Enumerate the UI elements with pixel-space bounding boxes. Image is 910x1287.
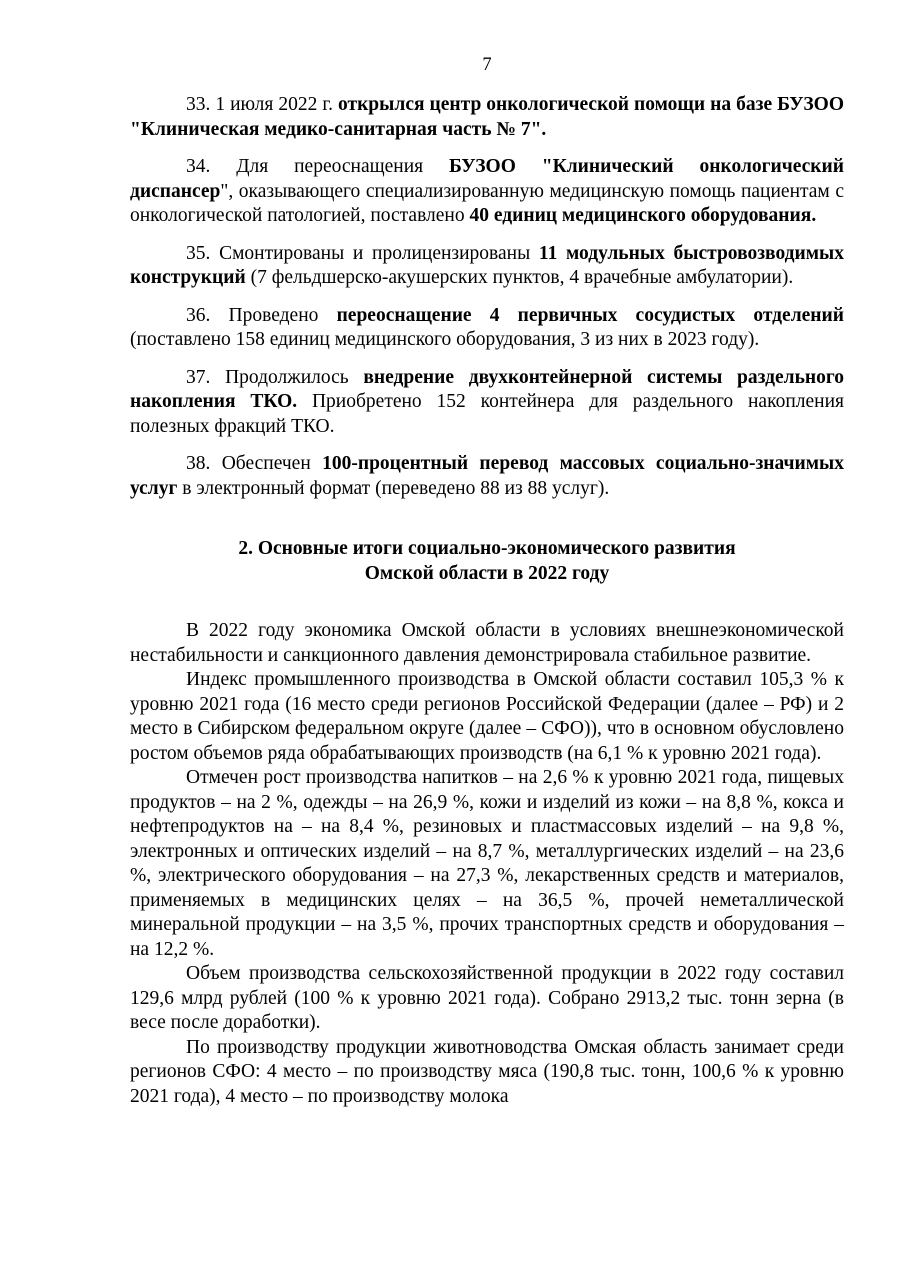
item-36-text-1: 36. Проведено — [186, 304, 337, 326]
section-heading-line-2: Омской области в 2022 году — [364, 562, 610, 584]
paragraph-livestock: По производству продукции животноводства Омская область занимает среди регионов СФО: 4 место – по производству мяса (190,8 тыс. тонн, 100,6 % к уровню 2021 года), 4 место – по производству молока — [130, 1036, 844, 1107]
list-item-33 — [130, 93, 844, 142]
item-34-bold-1: БУЗОО "Клинический онкологический диспансер — [130, 156, 844, 202]
item-37-bold: внедрение двухконтейнерной системы раздельного накопления ТКО. — [130, 366, 844, 412]
paragraph-production-growth: Отмечен рост производства напитков – на 2,6 % к уровню 2021 года, пищевых продуктов – на 2 %, одежды – на 26,9 %, кожи и изделий из кожи – на 8,8 %, кокса и нефтепродуктов на – на 8,4 %, резиновых и пластмассовых изделий – на 9,8 %, электронных и оптических изделий – на 8,7 %, металлургических изделий – на 23,6 %, электрического оборудования – на 27,3 %, лекарственных средств и материалов, применяемых в медицинских целях – на 36,5 %, прочей неметаллической минеральной продукции – на 3,5 %, прочих транспортных средств и оборудования – на 12,2 %. — [130, 767, 844, 960]
item-38-bold: 100-процентный перевод массовых социально-значимых услуг — [130, 453, 844, 499]
item-34-text-2: ", оказывающего специализированную медицинскую помощь пациентам с онкологической патологией, поставлено — [130, 180, 844, 226]
section-heading — [130, 537, 844, 586]
document-content — [130, 93, 844, 1109]
item-33-bold: открылся центр онкологической помощи на базе БУЗОО "Клиническая медико-санитарная часть № 7". — [130, 94, 844, 140]
list-item-35 — [130, 242, 844, 291]
paragraph-agriculture: Объем производства сельскохозяйственной продукции в 2022 году составил 129,6 млрд рублей (100 % к уровню 2021 года). Собрано 2913,2 тыс. тонн зерна (в весе после доработки). — [130, 963, 844, 1033]
item-34-text-1: 34. Для переоснащения — [186, 156, 449, 177]
item-38-text-2: в электронный формат (переведено 88 из 88 услуг). — [177, 477, 610, 499]
list-item-37 — [130, 366, 844, 440]
item-33-text: 33. 1 июля 2022 г. — [186, 94, 338, 115]
item-38-text-1: 38. Обеспечен — [186, 453, 323, 474]
item-35-bold: 11 модульных быстровозводимых конструкций — [130, 242, 844, 288]
item-37-text-2: Приобретено 152 контейнера для раздельного накопления полезных фракций ТКО. — [130, 391, 844, 437]
item-35-text-2: (7 фельдшерско-акушерских пунктов, 4 врачебные амбулатории). — [245, 267, 794, 288]
paragraph-industry-index: Индекс промышленного производства в Омской области составил 105,3 % к уровню 2021 года (16 место среди регионов Российской Федерации (далее – РФ) и 2 место в Сибирском федеральном округе (далее – СФО)), что в основном обусловлено ростом объемов ряда обрабатывающих производств (на 6,1 % к уровню 2021 года). — [130, 669, 844, 764]
paragraph-economy: В 2022 году экономика Омской области в условиях внешнеэкономической нестабильности и санкционного давления демонстрировала стабильное развитие. — [130, 620, 844, 666]
page-number: 7 — [482, 55, 492, 75]
list-item-36 — [130, 304, 844, 353]
item-37-text-1: 37. Продолжилось — [186, 366, 364, 388]
item-36-bold: переоснащение 4 первичных сосудистых отделений — [336, 304, 844, 326]
section-heading-line-1: 2. Основные итоги социально-экономического развития — [238, 538, 736, 559]
item-36-text-2: (поставлено 158 единиц медицинского оборудования, 3 из них в 2023 году). — [130, 329, 760, 350]
list-item-34 — [130, 155, 844, 229]
item-35-text-1: 35. Смонтированы и пролицензированы — [186, 242, 539, 264]
item-34-bold-2: 40 единиц медицинского оборудования. — [469, 205, 817, 226]
list-item-38 — [130, 452, 844, 501]
